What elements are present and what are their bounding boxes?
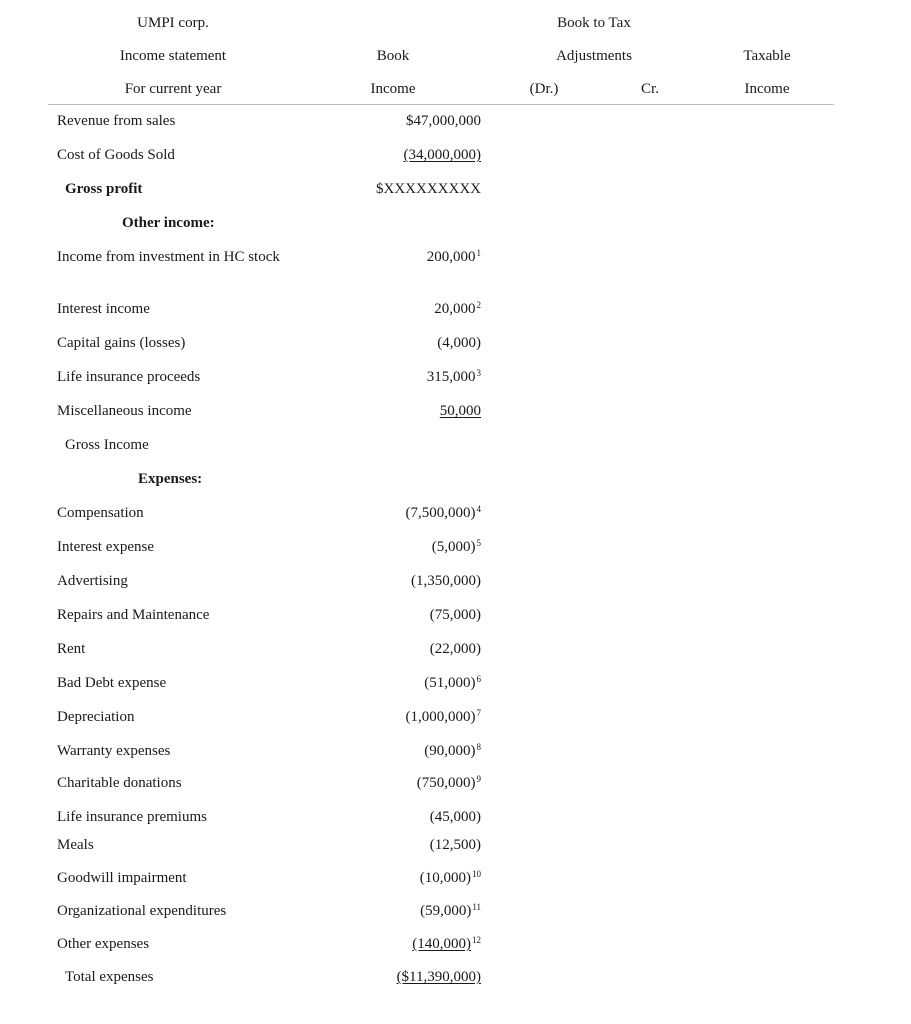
row-label-total-expenses: Total expenses	[65, 969, 154, 985]
footnote-ref: 6	[476, 674, 481, 684]
row-amount-investment-income: 200,000$^1$	[426, 248, 481, 265]
row-label-repairs: Repairs and Maintenance	[57, 607, 210, 623]
row-label-goodwill: Goodwill impairment	[57, 870, 187, 886]
row-amount-organizational: $(59,000)^{11}$	[420, 902, 481, 919]
row-amount-goodwill: $(10,000)^{10}$	[419, 869, 481, 886]
row-label-other-expenses: Other expenses	[57, 936, 150, 952]
footnote-ref: 4	[476, 504, 481, 514]
row-amount-bad-debt: $(51,000)^6$	[424, 674, 481, 691]
section-heading-other-income: Other income:	[122, 215, 215, 231]
header-divider	[48, 104, 834, 105]
statement-title: Income statement	[119, 48, 227, 64]
footnote-ref: 1	[476, 248, 481, 258]
row-amount-compensation: $(7,500,000)^4$	[405, 504, 481, 521]
row-label-rent: Rent	[57, 641, 86, 657]
row-label-bad-debt: Bad Debt expense	[57, 675, 167, 691]
row-label-investment-income: Income from investment in HC stock	[57, 249, 280, 265]
row-amount-life-insurance-proceeds: 315,000$^3$	[426, 368, 481, 385]
footnote-ref: 7	[476, 708, 481, 718]
debit-column-header: (Dr.)	[529, 81, 559, 97]
row-amount-cogs: (34,000,000)	[403, 147, 481, 163]
row-amount-interest-expense: $(5,000)^5$	[431, 538, 481, 555]
footnote-ref: 2	[476, 300, 481, 310]
statement-period: For current year	[124, 81, 222, 97]
row-amount-life-insurance-premiums: (45,000)	[429, 809, 481, 825]
row-amount-depreciation: $(1,000,000)^7$	[405, 708, 481, 725]
row-amount-repairs: (75,000)	[429, 607, 481, 623]
company-name: UMPI corp.	[137, 15, 209, 31]
book-income-header-line1: Book	[376, 48, 410, 64]
row-label-misc-income: Miscellaneous income	[57, 403, 192, 419]
section-heading-expenses: Expenses:	[138, 471, 203, 487]
row-label-gross-income: Gross Income	[65, 437, 149, 453]
footnote-ref: 8	[476, 742, 481, 752]
row-label-capital-gains: Capital gains (losses)	[57, 335, 186, 351]
footnote-ref: 9	[476, 774, 481, 784]
footnote-ref: 11	[472, 902, 481, 912]
row-label-warranty: Warranty expenses	[57, 743, 171, 759]
adjustments-header-line2: Adjustments	[556, 48, 632, 64]
row-label-compensation: Compensation	[57, 505, 144, 521]
row-amount-charitable: $(750,000)^9$	[416, 774, 481, 791]
row-label-depreciation: Depreciation	[57, 709, 135, 725]
row-amount-interest-income: 20,000$^2$	[434, 300, 481, 317]
row-amount-advertising: (1,350,000)	[411, 573, 481, 589]
row-amount-gross-profit: $XXXXXXXXX	[376, 181, 481, 197]
row-amount-other-expenses: $(140,000)^{12}$	[412, 935, 481, 952]
row-amount-revenue: $47,000,000	[406, 113, 481, 129]
row-amount-warranty: $(90,000)^8$	[424, 742, 481, 759]
footnote-ref: 3	[476, 368, 481, 378]
row-label-organizational: Organizational expenditures	[57, 903, 227, 919]
row-label-interest-income: Interest income	[57, 301, 150, 317]
row-amount-misc-income: 50,000	[439, 403, 481, 419]
row-label-revenue: Revenue from sales	[57, 113, 176, 129]
row-label-gross-profit: Gross profit	[65, 181, 143, 197]
book-income-header-line2: Income	[370, 81, 416, 97]
row-label-life-insurance-premiums: Life insurance premiums	[57, 809, 207, 825]
taxable-income-header-line2: Income	[744, 81, 790, 97]
row-amount-rent: (22,000)	[429, 641, 481, 657]
footnote-ref: 5	[476, 538, 481, 548]
row-label-cogs: Cost of Goods Sold	[57, 147, 175, 163]
credit-column-header: Cr.	[641, 81, 659, 97]
row-label-meals: Meals	[57, 837, 94, 853]
taxable-income-header-line1: Taxable	[743, 48, 791, 64]
row-amount-capital-gains: (4,000)	[437, 335, 481, 351]
footnote-ref: 12	[472, 935, 481, 945]
footnote-ref: 10	[472, 869, 481, 879]
row-label-life-insurance-proceeds: Life insurance proceeds	[57, 369, 201, 385]
row-label-advertising: Advertising	[57, 573, 128, 589]
row-amount-total-expenses: ($11,390,000)	[396, 969, 481, 985]
row-label-charitable: Charitable donations	[57, 775, 182, 791]
adjustments-header-line1: Book to Tax	[557, 15, 631, 31]
row-amount-meals: (12,500)	[429, 837, 481, 853]
row-label-interest-expense: Interest expense	[57, 539, 155, 555]
